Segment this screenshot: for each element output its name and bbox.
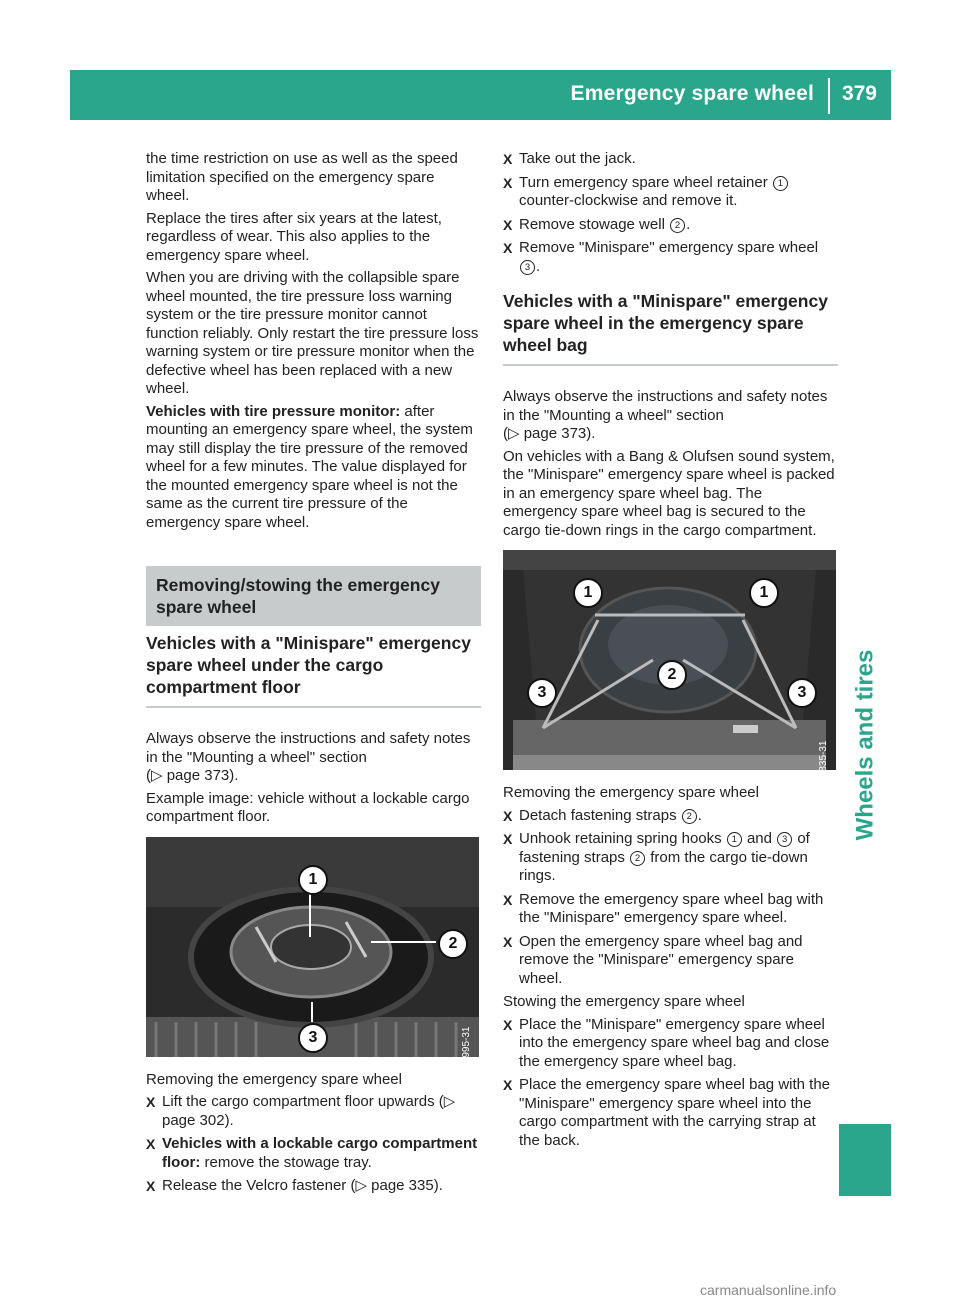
page-number: 379 bbox=[841, 82, 877, 105]
circled-number-1: 1 bbox=[727, 832, 742, 847]
section-title: Removing/stowing the emergency spare wheel bbox=[146, 566, 481, 626]
step-item: X Unhook retaining spring hooks 1 and 3 of fastening straps 2 from the cargo tie-down rings. bbox=[503, 830, 838, 886]
figure-code: P68.00-7995-31 bbox=[461, 1026, 473, 1099]
circled-number-1: 1 bbox=[773, 176, 788, 191]
figure-callout-3: 3 bbox=[527, 678, 557, 708]
figure-callout-1: 1 bbox=[749, 578, 779, 608]
page-header bbox=[70, 70, 891, 120]
circled-number-2: 2 bbox=[670, 218, 685, 233]
circled-number-3: 3 bbox=[520, 260, 535, 275]
circled-number-2: 2 bbox=[630, 851, 645, 866]
paragraph: On vehicles with a Bang & Olufsen sound system, the "Minispare" emergency spare wheel is packed in an emergency spare wheel bag. The emergency spare wheel bag is secured to the cargo tie-down rings in the cargo compartment. bbox=[503, 447, 835, 539]
footer-watermark: carmanualsonline.info bbox=[700, 1282, 837, 1298]
step-item: X Take out the jack. bbox=[503, 150, 838, 169]
figure-callout-3: 3 bbox=[298, 1023, 328, 1053]
step-item: X Remove "Minispare" emergency spare wheel 3 . bbox=[503, 239, 838, 276]
figure-caption: Removing the emergency spare wheel bbox=[146, 1070, 402, 1088]
right-column bbox=[503, 150, 838, 1155]
paragraph: Always observe the instructions and safety notes in the "Mounting a wheel" section (▷ page 373). bbox=[503, 388, 828, 442]
step-item: X Vehicles with a lockable cargo compartment floor: remove the stowage tray. bbox=[146, 1135, 481, 1172]
step-item: X Release the Velcro fastener (▷ page 335). bbox=[146, 1177, 481, 1196]
figure-caption: Removing the emergency spare wheel bbox=[503, 784, 759, 801]
chapter-marker bbox=[839, 1124, 891, 1196]
paragraph: When you are driving with the collapsible spare wheel mounted, the tire pressure loss warning system or the tire pressure monitor cannot function reliably. Only restart the tire pressure loss warning system or tire pressure monitor when the defective wheel has been replaced with a new wheel. bbox=[146, 269, 479, 397]
paragraph: the time restriction on use as well as the speed limitation specified on the emergency spare wheel. bbox=[146, 150, 458, 204]
circled-number-2: 2 bbox=[682, 809, 697, 824]
figure-callout-1: 1 bbox=[573, 578, 603, 608]
step-item: X Open the emergency spare wheel bag and remove the "Minispare" emergency spare wheel. bbox=[503, 933, 838, 989]
figure-callout-2: 2 bbox=[657, 660, 687, 690]
step-item: X Remove the emergency spare wheel bag with the "Minispare" emergency spare wheel. bbox=[503, 891, 838, 928]
tpm-text: after mounting an emergency spare wheel, the system may still display the tire pressure of the removed wheel for a few minutes. The value displayed for the mounted emergency spare wheel is not the same as the current tire pressure of the emergency spare wheel. bbox=[146, 402, 473, 531]
paragraph bbox=[146, 403, 481, 533]
paragraph: Replace the tires after six years at the latest, regardless of wear. This also applies to the emergency spare wheel. bbox=[146, 209, 442, 264]
left-column bbox=[146, 150, 481, 1201]
step-item: X Turn emergency spare wheel retainer 1 counter-clockwise and remove it. bbox=[503, 174, 838, 211]
page-title: Emergency spare wheel bbox=[570, 82, 814, 105]
step-item: X Place the emergency spare wheel bag with the "Minispare" emergency spare wheel into the cargo compartment with the carrying strap at the back. bbox=[503, 1076, 838, 1150]
step-item: X Place the "Minispare" emergency spare wheel into the emergency spare wheel bag and close the emergency spare wheel bag. bbox=[503, 1016, 838, 1072]
chapter-tab-label: Wheels and tires bbox=[851, 649, 879, 841]
page-reference: (▷ page 373). bbox=[503, 425, 596, 442]
figure-code: P40.10-6835-31 bbox=[818, 740, 830, 812]
page-reference: (▷ page 373). bbox=[146, 767, 239, 784]
header-divider bbox=[828, 78, 830, 114]
subsection-heading: Vehicles with a "Minispare" emergency spare wheel under the cargo compartment floor bbox=[146, 632, 481, 708]
step-item: X Remove stowage well 2 . bbox=[503, 216, 838, 235]
step-item: X Detach fastening straps 2 . bbox=[503, 807, 838, 826]
chapter-tab bbox=[839, 580, 891, 910]
tpm-label: Vehicles with tire pressure monitor: bbox=[146, 402, 401, 420]
circled-number-3: 3 bbox=[777, 832, 792, 847]
figure-caption: Stowing the emergency spare wheel bbox=[503, 993, 745, 1010]
figure-callout-2: 2 bbox=[438, 929, 468, 959]
paragraph: Example image: vehicle without a lockable cargo compartment floor. bbox=[146, 789, 470, 825]
step-item: X Lift the cargo compartment floor upwards (▷ page 302). bbox=[146, 1093, 481, 1130]
subsection-heading: Vehicles with a "Minispare" emergency spare wheel in the emergency spare wheel bag bbox=[503, 290, 838, 366]
figure-callout-3: 3 bbox=[787, 678, 817, 708]
paragraph: Always observe the instructions and safety notes in the "Mounting a wheel" section (▷ page 373). bbox=[146, 730, 471, 784]
figure-callout-1: 1 bbox=[298, 865, 328, 895]
